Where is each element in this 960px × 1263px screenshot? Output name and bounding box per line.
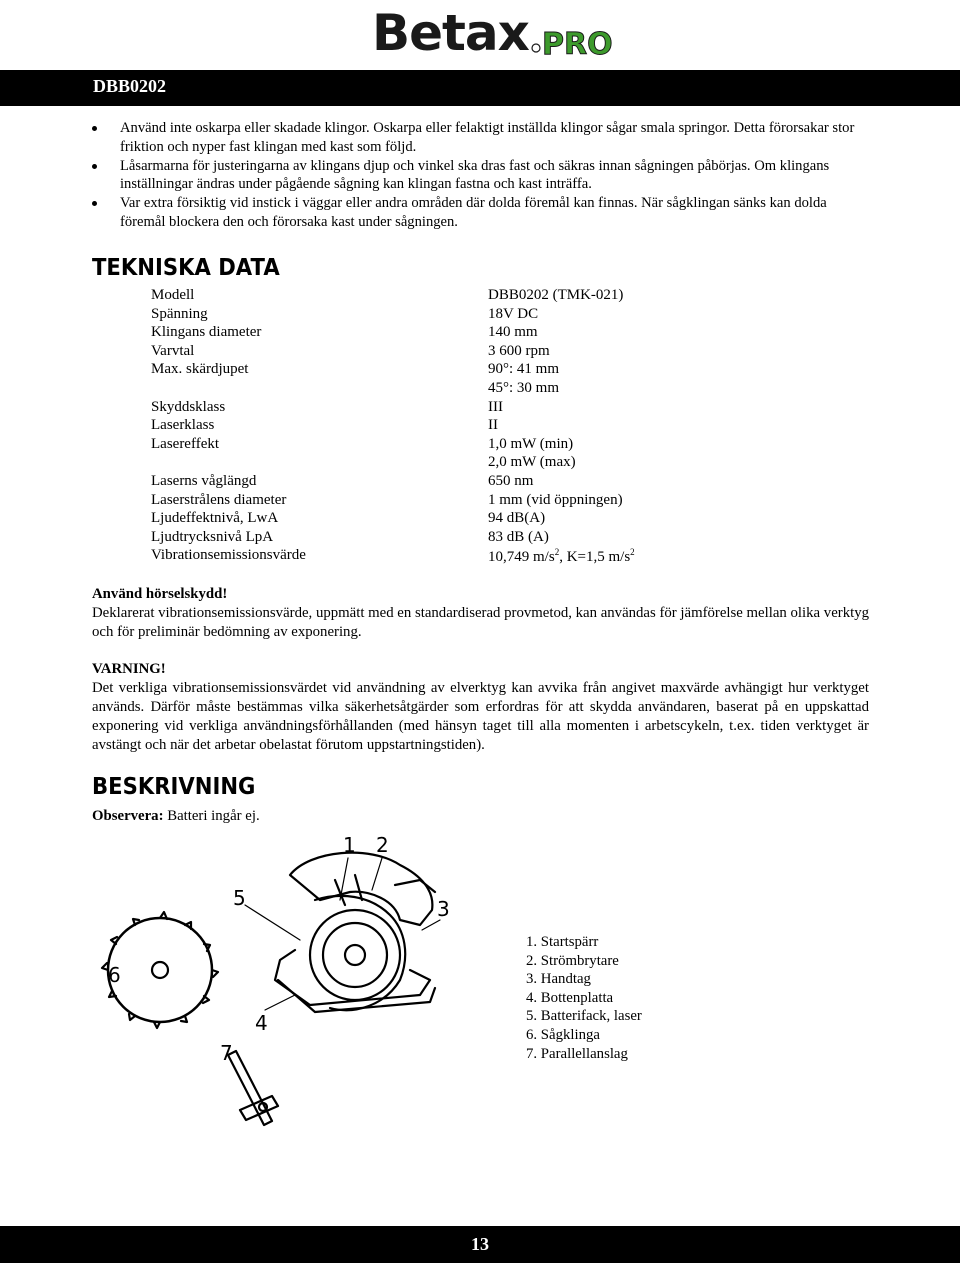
hearing-text: Deklarerat vibrationsemissionsvärde, uppmätt med en standardiserad provmetod, kan användas för jämförelse mellan olika verktyg och för preliminär bedömning av exponering. — [92, 605, 870, 640]
list-item: 1. Startspärr — [526, 934, 599, 950]
note-text: Batteri ingår ej. — [163, 808, 260, 824]
spec-value: 45°: 30 mm — [488, 379, 560, 396]
footer-bar — [0, 1226, 960, 1263]
table-row — [151, 380, 635, 399]
table-row — [151, 361, 635, 380]
spec-label: Skyddsklass — [151, 398, 226, 415]
spec-value: DBB0202 (TMK-021) — [488, 287, 624, 303]
list-item: 3. Handtag — [526, 971, 591, 988]
spec-label — [151, 454, 488, 473]
callout-5: 5 — [233, 886, 246, 910]
spec-value: 10,749 $m/s^2$, K=1,5 $m/s^2$ — [488, 547, 635, 566]
circular-saw-diagram — [100, 830, 460, 1160]
callout-2: 2 — [376, 833, 389, 857]
tech-data-title: TEKNISKA DATA — [92, 255, 280, 281]
bullet-text: Låsarmarna för justeringarna av klingans djup och vinkel ska dras fast och säkras innan sågningen påbörjas. Om klingans inställningar ändras under pågående sågning kan klingan fastna och kast inträffa. — [120, 157, 830, 193]
spec-label: Lasereffekt — [151, 435, 220, 452]
bullet-icon — [92, 201, 97, 206]
saw-body-drawing — [275, 853, 435, 1012]
diagram-callouts — [108, 833, 450, 1065]
spec-label: Max. skärdjupet — [151, 361, 249, 378]
list-item: 2. Strömbrytare — [526, 952, 619, 969]
table-row — [151, 436, 635, 455]
spec-label: Ljudtrycksnivå LpA — [151, 528, 274, 545]
callout-1: 1 — [343, 833, 356, 857]
spec-value: 1,0 mW (min) — [488, 435, 574, 452]
table-row — [151, 492, 635, 511]
bullet-icon — [92, 164, 97, 169]
list-item: 5. Batterifack, laser — [526, 1008, 642, 1025]
spec-value: 140 mm — [488, 324, 538, 341]
logo-suffix: PRO — [542, 27, 613, 62]
spec-value: II — [488, 417, 498, 434]
list-item — [92, 157, 872, 195]
page-number: 13 — [471, 1234, 489, 1254]
spec-value: 18V DC — [488, 305, 539, 322]
parallel-guide-drawing — [228, 1051, 278, 1125]
spec-value: 2,0 mW (max) — [488, 454, 576, 471]
description-title: BESKRIVNING — [92, 774, 256, 800]
spec-label: Ljudeffektnivå, LwA — [151, 510, 279, 527]
table-row — [151, 399, 635, 418]
table-row — [151, 287, 635, 306]
spec-value: 650 nm — [488, 472, 534, 489]
spec-value: 94 dB(A) — [488, 510, 546, 527]
table-row — [151, 417, 635, 436]
spec-label: Varvtal — [151, 342, 195, 359]
table-row — [151, 510, 635, 529]
header-model: DBB0202 — [93, 76, 167, 96]
bullet-text: Använd inte oskarpa eller skadade klingor. Oskarpa eller felaktigt inställda klingor sågar smala springor. Detta förorsakar stor friktion och nyper fast klingan med kast som följd. — [120, 120, 855, 155]
header-bar — [0, 70, 960, 106]
callout-7: 7 — [220, 1041, 233, 1065]
list-item: 4. Bottenplatta — [526, 989, 614, 1006]
table-row — [151, 306, 635, 325]
hearing-heading: Använd hörselskydd! — [92, 586, 228, 602]
logo-text: Betax — [372, 4, 529, 62]
callout-3: 3 — [437, 897, 450, 921]
table-row — [151, 454, 635, 473]
bullet-icon — [92, 126, 97, 131]
table-row — [151, 529, 635, 548]
spec-label: Klingans diameter — [151, 324, 262, 341]
list-item — [92, 119, 872, 157]
spec-label: Laserns våglängd — [151, 472, 257, 489]
spec-label: Spänning — [151, 305, 208, 322]
table-row — [151, 343, 635, 362]
list-item: 7. Parallellanslag — [526, 1045, 628, 1062]
betax-pro-logo — [370, 2, 620, 62]
note-label: Observera: — [92, 808, 164, 824]
spec-value: 83 dB (A) — [488, 528, 549, 545]
battery-note — [92, 807, 869, 826]
spec-label: Modell — [151, 287, 195, 303]
spec-label — [151, 380, 488, 399]
table-row — [151, 547, 635, 566]
spec-label: Vibrationsemissionsvärde — [151, 547, 306, 564]
warning-text: Det verkliga vibrationsemissionsvärdet vid användning av elverktyg kan avvika från angivet maxvärde avhängigt hur verktyget används. Därför måste bestämmas vilka säkerhetsåtgärder som erfordras för att skydda användaren, baserat på en uppskattad exponering vid verkliga användningsförhållanden (med hänsyn taget till alla momenten i arbetscykeln, t.ex. tiden verktyget är avstängt och när det arbetar obelastat förutom uppstartningstiden). — [92, 680, 869, 753]
parts-list — [526, 933, 642, 1063]
list-item — [92, 194, 872, 232]
spec-table — [151, 287, 635, 566]
spec-value: 90°: 41 mm — [488, 361, 560, 378]
hearing-section — [92, 585, 869, 642]
spec-value: III — [488, 398, 503, 415]
bullet-text: Var extra försiktig vid instick i väggar eller andra områden där dolda föremål kan finnas. När sågklingan sänks kan dolda föremål blockera den och förorsaka kast under sågningen. — [120, 195, 827, 230]
callout-6: 6 — [108, 963, 121, 987]
safety-bullet-list — [92, 119, 872, 232]
table-row — [151, 473, 635, 492]
registered-mark — [532, 44, 540, 52]
spec-value: 3 600 rpm — [488, 342, 550, 359]
spec-value: 1 mm (vid öppningen) — [488, 491, 623, 508]
spec-label: Laserklass — [151, 417, 215, 434]
list-item: 6. Sågklinga — [526, 1026, 600, 1043]
table-row — [151, 324, 635, 343]
callout-4: 4 — [255, 1011, 268, 1035]
warning-section — [92, 660, 869, 755]
spec-label: Laserstrålens diameter — [151, 491, 287, 508]
warning-heading: VARNING! — [92, 661, 166, 677]
